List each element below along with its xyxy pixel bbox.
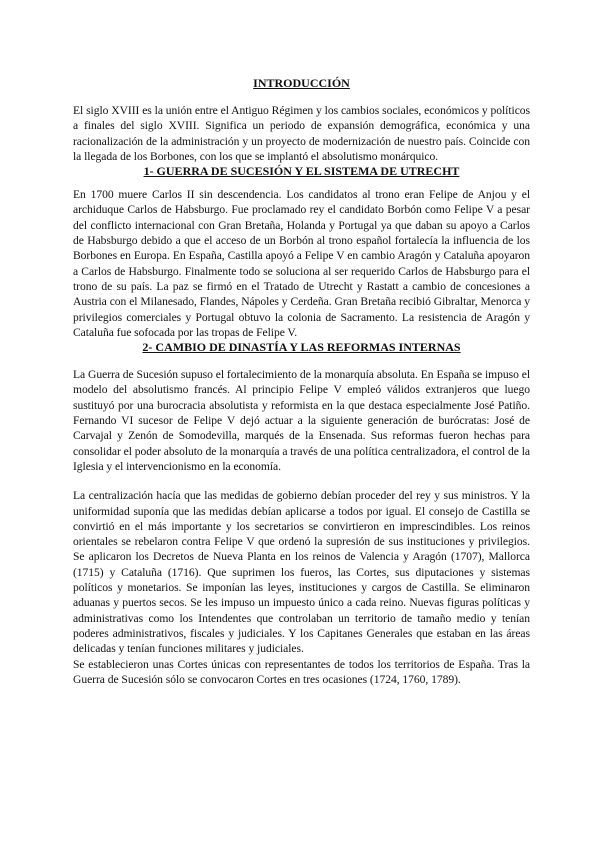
document-title: INTRODUCCIÓN bbox=[253, 76, 350, 90]
intro-paragraph: El siglo XVIII es la unión entre el Antiguo Régimen y los cambios sociales, económicos y políticos a finales del siglo XVIII. Significa un periodo de expansión demográfica, económica y una racionalización de la administración y un proyecto de modernización de nuestro país. Coincide con la llegada de los Borbones, con los que se implantó el absolutismo monárquico. bbox=[73, 104, 530, 163]
section-1-paragraph: En 1700 muere Carlos II sin descendencia. Los candidatos al trono eran Felipe de Anjou y el archiduque Carlos de Habsburgo. Fue proclamado rey el candidato Borbón como Felipe V a pesar del conflicto internacional con Gran Bretaña, Holanda y Portugal ya que daban su apoyo a Carlos de Habsburgo debido a que el acceso de un Borbón al trono español fortalecía la influencia de los Borbones en Europa. En España, Castilla apoyó a Felipe V en cambio Aragón y Cataluña apoyaron a Carlos de Habsburgo. Finalmente todo se soluciona al ser requerido Carlos de Habsburgo para el trono de su país. La paz se firmó en el Tratado de Utrecht y Rastatt a cambio de concesiones a Austria con el Milanesado, Flandes, Nápoles y Cerdeña. Gran Bretaña recibió Gibraltar, Menorca y privilegios comerciales y Portugal obtuvo la colonia de Sacramento. La resistencia de Aragón y Cataluña fue sofocada por las tropas de Felipe V. bbox=[73, 188, 530, 339]
spacer bbox=[73, 474, 530, 488]
section-2-heading: 2- CAMBIO DE DINASTÍA Y LAS REFORMAS INTERNAS bbox=[142, 340, 461, 355]
document-body bbox=[73, 76, 530, 687]
section-2-paragraph-1: La Guerra de Sucesión supuso el fortalecimiento de la monarquía absoluta. En España se impuso el modelo del absolutismo francés. Al principio Felipe V empleó válidos extranjeros que luego sustituyó por una burocracia absolutista y reformista en la que destaca especialmente José Patiño. Fernando VI sucesor de Felipe V dejó actuar a la siguiente generación de burócratas: José de Carvajal y Zenón de Somodevilla, marqués de la Ensenada. Sus reformas fueron hechas para consolidar el poder absoluto de la monarquía a través de una política centralizadora, el control de la Iglesia y el intervencionismo en la economía. bbox=[73, 368, 530, 473]
section-2-paragraph-2: La centralización hacía que las medidas de gobierno debían proceder del rey y sus ministros. Y la uniformidad suponía que las medidas debían aplicarse a todos por igual. El consejo de Castilla se convirtió en el más importante y los secretarios se convirtieron en imprescindibles. Los reinos orientales se rebelaron contra Felipe V que ordenó la supresión de sus instituciones y privilegios. Se aplicaron los Decretos de Nueva Planta en los reinos de Valencia y Aragón (1707), Mallorca (1715) y Cataluña (1716). Que suprimen los fueros, las Cortes, sus diputaciones y sistemas políticos y monetarios. Se imponían las leyes, instituciones y cargos de Castilla. Se eliminaron aduanas y puertos secos. Se les impuso un impuesto único a cada reino. Nuevas figuras políticas y administrativas como los Intendentes que controlaban un territorio de tamaño medio y tenían poderes administrativos, fiscales y judiciales. Y los Capitanes Generales que estaban en las áreas delicadas y tenían funciones militares y judiciales. bbox=[73, 489, 530, 656]
spacer bbox=[73, 179, 530, 187]
section-2-paragraph-3: Se establecieron unas Cortes únicas con representantes de todos los territorios de España. Tras la Guerra de Sucesión sólo se convocaron Cortes en tres ocasiones (1724, 1760, 1789). bbox=[73, 657, 530, 686]
spacer bbox=[73, 355, 530, 367]
section-1-heading: 1- GUERRA DE SUCESIÓN Y EL SISTEMA DE UTRECHT bbox=[143, 164, 460, 179]
